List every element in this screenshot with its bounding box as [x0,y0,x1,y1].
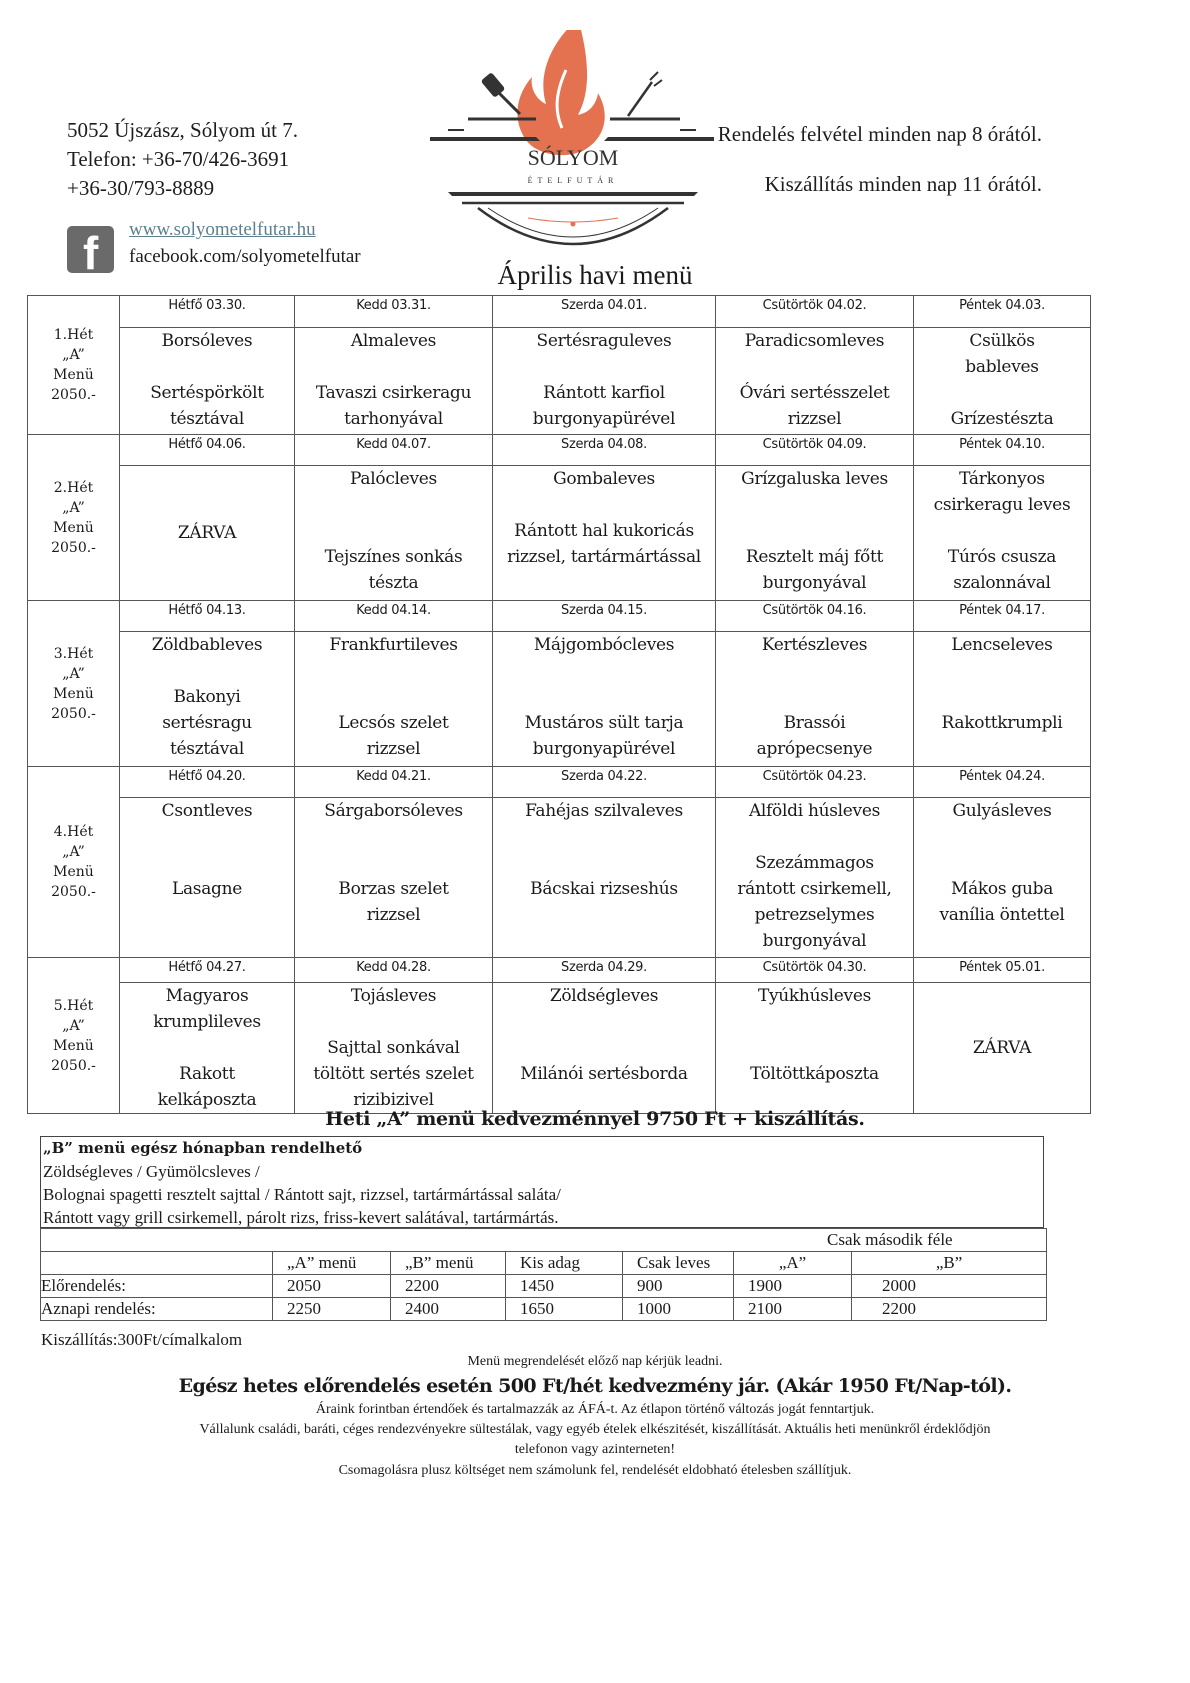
week-menu-word: Menü [53,519,94,536]
dish-cell: Tyúkhúsleves Töltöttkáposzta [716,983,914,1114]
day-date: Péntek 04.03. [914,296,1091,328]
dish-cell: Zöldségleves Milánói sertésborda [493,983,716,1114]
week-date-row [28,601,1091,632]
dish-cell: Csontleves Lasagne [120,798,295,958]
day-date: Hétfő 04.20. [120,767,295,798]
week-menu: „A” [62,665,85,682]
events-line: telefonon vagy azinterneten! [514,1442,676,1457]
price-cell: 2000 [852,1275,1047,1298]
week-menu-word: Menü [53,1037,94,1054]
dish-cell: Grízgaluska leves Resztelt máj főtt burgonyával [716,466,914,601]
group-header: Csak második féle [734,1229,1047,1252]
dish-cell: Fahéjas szilvaleves Bácskai rizseshús [493,798,716,958]
week-dish-row [28,983,1091,1114]
day-date: Csütörtök 04.09. [716,435,914,466]
weekly-offer: Heti „A” menü kedvezménnyel 9750 Ft + kiszállítás. [325,1108,865,1130]
day-date: Péntek 04.10. [914,435,1091,466]
day-date: Péntek 04.17. [914,601,1091,632]
dish-cell: Sertésraguleves Rántott karfiol burgonyapürével [493,328,716,435]
week-menu-word: Menü [53,367,94,383]
closed-cell: ZÁRVA [914,983,1091,1114]
week-dish-row [28,466,1091,601]
col-header: „A” [734,1252,852,1275]
week-menu: „A” [62,499,85,516]
day-date: Hétfő 04.13. [120,601,295,632]
b-menu-line: Rántott vagy grill csirkemell, párolt rizs, friss-kevert salátával, tartármártás. [43,1208,559,1227]
dish-cell: Gombaleves Rántott hal kukoricás rizzsel, tartármártással [493,466,716,601]
price-header-row [41,1252,1047,1275]
dish-cell: Csülkös bableves Grízestészta [914,328,1091,435]
dish-cell: Májgombócleves Mustáros sült tarja burgonyapürével [493,632,716,767]
dish-cell: Paradicsomleves Óvári sertésszelet rizzsel [716,328,914,435]
week-dish-row [28,328,1091,435]
dish-cell: Borsóleves Sertéspörkölt tésztával [120,328,295,435]
phone-primary: Telefon: +36-70/426-3691 [67,147,290,171]
discount-note: Egész hetes előrendelés esetén 500 Ft/hét kedvezmény jár. (Akár 1950 Ft/Nap-tól). [178,1375,1012,1397]
day-date: Csütörtök 04.23. [716,767,914,798]
price-cell: 2250 [273,1298,391,1321]
week-label: 3.Hét [53,645,94,662]
dish-cell: Almaleves Tavaszi csirkeragu tarhonyával [295,328,493,435]
contact-block [67,116,298,203]
dish-cell: Lencseleves Rakottkrumpli [914,632,1091,767]
price-cell: 1450 [506,1275,623,1298]
day-date: Szerda 04.29. [493,958,716,983]
price-cell: 2100 [734,1298,852,1321]
day-date: Szerda 04.22. [493,767,716,798]
col-header: „A” menü [273,1252,391,1275]
col-header: „B” menü [391,1252,506,1275]
shipping-fee: Kiszállítás:300Ft/címalkalom [41,1330,243,1349]
day-date: Hétfő 04.27. [120,958,295,983]
week-date-row [28,435,1091,466]
dish-cell: Zöldbableves Bakonyi sertésragu tésztával [120,632,295,767]
col-header: Kis adag [506,1252,623,1275]
events-note [0,1420,1190,1460]
page-title: Április havi menü [497,260,693,290]
dish-cell: Palócleves Tejszínes sonkás tészta [295,466,493,601]
dish-cell: Magyaros krumplileves Rakott kelkáposzta [120,983,295,1114]
day-date: Szerda 04.08. [493,435,716,466]
phone-secondary: +36-30/793-8889 [67,176,215,200]
dish-cell: Frankfurtileves Lecsós szelet rizzsel [295,632,493,767]
packaging-note: Csomagolásra plusz költséget nem számolunk fel, rendelését eldobható ételesben szállítjuk. [338,1463,852,1478]
week-dish-row [28,632,1091,767]
logo [428,30,718,250]
website-link[interactable]: www.solyometelfutar.hu [129,219,316,240]
week-menu-word: Menü [53,864,94,880]
dish-cell: Gulyásleves Mákos guba vanília öntettel [914,798,1091,958]
price-cell: 1000 [623,1298,734,1321]
week-price: 2050.- [51,884,96,900]
week-label-cell [28,601,120,767]
day-date: Csütörtök 04.16. [716,601,914,632]
price-row [41,1275,1047,1298]
day-date: Szerda 04.01. [493,296,716,328]
day-date: Péntek 05.01. [914,958,1091,983]
week-price: 2050.- [51,387,96,403]
facebook-link[interactable]: facebook.com/solyometelfutar [129,246,361,267]
price-cell: 2400 [391,1298,506,1321]
col-header: „B” [852,1252,1047,1275]
price-group-header-row [41,1229,1047,1252]
day-date: Kedd 04.07. [295,435,493,466]
price-cell: 1900 [734,1275,852,1298]
dish-cell: Kertészleves Brassói aprópecsenye [716,632,914,767]
dish-cell: Tojásleves Sajttal sonkával töltött sertés szelet rizibizivel [295,983,493,1114]
col-header: Csak leves [623,1252,734,1275]
week-price: 2050.- [51,539,96,556]
week-label-cell [28,767,120,958]
week-price: 2050.- [51,705,96,722]
address: 5052 Újszász, Sólyom út 7. [67,118,298,142]
price-cell: 2200 [852,1298,1047,1321]
b-menu-heading: „B” menü egész hónapban rendelhető [43,1139,363,1157]
closed-cell: ZÁRVA [120,466,295,601]
week-label: 5.Hét [53,997,94,1014]
hours-block [718,121,1042,221]
day-date: Kedd 04.28. [295,958,493,983]
price-row [41,1298,1047,1321]
day-date: Csütörtök 04.30. [716,958,914,983]
price-cell: 2050 [273,1275,391,1298]
day-date: Kedd 04.21. [295,767,493,798]
delivery-hours: Kiszállítás minden nap 11 órától. [764,172,1042,196]
row-label: Aznapi rendelés: [41,1298,273,1321]
flame-plate-logo-icon [428,30,718,250]
day-date: Kedd 03.31. [295,296,493,328]
price-cell: 900 [623,1275,734,1298]
day-date: Kedd 04.14. [295,601,493,632]
b-menu-line: Zöldségleves / Gyümölcsleves / [43,1162,260,1181]
b-menu-box [40,1136,1044,1228]
week-menu: „A” [62,1017,85,1034]
day-date: Hétfő 03.30. [120,296,295,328]
events-line: Vállalunk családi, baráti, céges rendezvényekre sültestálak, vagy egyéb ételek elkészitését, kiszállítását. Aktuális heti menünkről érdeklődjön [199,1422,991,1437]
empty-cell [41,1229,734,1252]
order-hours: Rendelés felvétel minden nap 8 órától. [717,122,1042,146]
dish-cell: Sárgaborsóleves Borzas szelet rizzsel [295,798,493,958]
week-label: 4.Hét [53,824,94,840]
prices-note: Áraink forintban értendőek és tartalmazzák az ÁFÁ-t. Az étlapon történő változás jogát fenntartjuk. [315,1402,875,1417]
weekly-menu-table [27,295,1091,1114]
week-dish-row [28,798,1091,958]
row-label: Előrendelés: [41,1275,273,1298]
price-cell: 2200 [391,1275,506,1298]
week-label-cell [28,435,120,601]
logo-name: SÓLYOM [527,145,619,170]
order-note: Menü megrendelését előző nap kérjük leadni. [467,1354,723,1369]
price-table [40,1228,1047,1321]
dish-cell: Alföldi húsleves Szezámmagos rántott csirkemell, petrezselymes burgonyával [716,798,914,958]
price-cell: 1650 [506,1298,623,1321]
week-menu: „A” [62,844,85,860]
week-label-cell [28,958,120,1114]
week-menu: „A” [62,347,85,363]
day-date: Hétfő 04.06. [120,435,295,466]
week-label: 1.Hét [53,327,94,343]
week-menu-word: Menü [53,685,94,702]
logo-sub: ÉTELFUTÁR [527,176,619,185]
empty-cell [41,1252,273,1275]
week-date-row [28,296,1091,328]
week-date-row [28,958,1091,983]
day-date: Péntek 04.24. [914,767,1091,798]
week-label: 2.Hét [53,479,94,496]
week-price: 2050.- [51,1057,96,1074]
b-menu-line: Bolognai spagetti resztelt sajttal / Rántott sajt, rizzsel, tartármártással saláta/ [43,1185,561,1204]
dish-cell: Tárkonyos csirkeragu leves Túrós csusza szalonnával [914,466,1091,601]
day-date: Szerda 04.15. [493,601,716,632]
day-date: Csütörtök 04.02. [716,296,914,328]
week-label-cell [28,296,120,435]
week-date-row [28,767,1091,798]
facebook-glyph: f [83,227,99,273]
